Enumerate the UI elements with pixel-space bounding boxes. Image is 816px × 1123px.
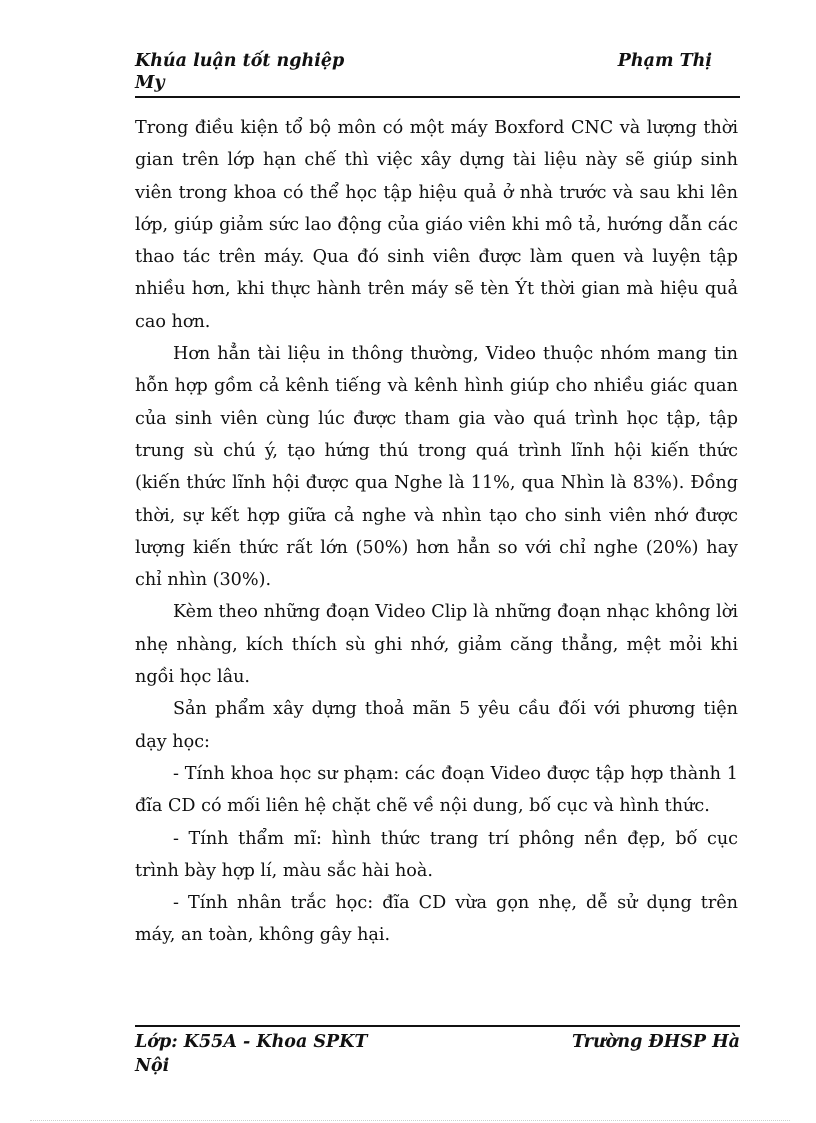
list-item: - Tính thẩm mĩ: hình thức trang trí phông nền đẹp, bố cục trình bày hợp lí, màu sắc hài hoà.	[135, 828, 738, 881]
paragraph: Trong điều kiện tổ bộ môn có một máy Boxford CNC và lượng thời gian trên lớp hạn chế thì việc xây dựng tài liệu này sẽ giúp sinh viên trong khoa có thể học tập hiệu quả ở nhà trước và sau khi lên lớp, giúp giảm sức lao động của giáo viên khi mô tả, hướng dẫn các thao tác trên máy. Qua đó sinh viên được làm quen và luyện tập nhiều hơn, khi thực hành trên máy sẽ tèn Ýt thời gian mà hiệu quả cao hơn.	[135, 118, 738, 332]
footer-class: Lớp: K55A - Khoa SPKT	[135, 1032, 368, 1052]
list-item: - Tính khoa học sư phạm: các đoạn Video được tập hợp thành 1 đĩa CD có mối liên hệ chặt chẽ về nội dung, bố cục và hình thức.	[135, 763, 738, 817]
list-item: - Tính nhân trắc học: đĩa CD vừa gọn nhẹ, dễ sử dụng trên máy, an toàn, không gây hại.	[135, 893, 738, 946]
document-body	[135, 112, 738, 952]
page-footer	[135, 1030, 740, 1078]
paragraph: Kèm theo những đoạn Video Clip là những đoạn nhạc không lời nhẹ nhàng, kích thích sù ghi nhớ, giảm căng thẳng, mệt mỏi khi ngồi học lâu.	[135, 602, 738, 688]
footer-rule	[135, 1025, 740, 1027]
header-author: Phạm Thị	[617, 51, 712, 71]
footer-school: Trường ĐHSP Hà	[571, 1032, 740, 1052]
footer-line	[135, 1030, 740, 1054]
header-title: Khúa luận tốt nghiệp	[135, 51, 345, 71]
paragraph: Hơn hẳn tài liệu in thông thường, Video thuộc nhóm mang tin hỗn hợp gồm cả kênh tiếng và kênh hình giúp cho nhiều giác quan của sinh viên cùng lúc được tham gia vào quá trình học tập, tập trung sù chú ý, tạo hứng thú trong quá trình lĩnh hội kiến thức (kiến thức lĩnh hội được qua Nghe là 11%, qua Nhìn là 83%). Đồng thời, sự kết hợp giữa cả nghe và nhìn tạo cho sinh viên nhớ được lượng kiến thức rất lớn (50%) hơn hẳn so với chỉ nghe (20%) hay chỉ nhìn (30%).	[135, 344, 738, 591]
footer-school-continuation: Nội	[135, 1056, 170, 1076]
header-line	[135, 50, 740, 72]
page-header	[135, 50, 740, 94]
page-edge-divider	[30, 1120, 790, 1121]
header-rule	[135, 96, 740, 98]
paragraph: Sản phẩm xây dựng thoả mãn 5 yêu cầu đối với phương tiện dạy học:	[135, 699, 738, 752]
header-author-continuation: My	[135, 73, 165, 93]
